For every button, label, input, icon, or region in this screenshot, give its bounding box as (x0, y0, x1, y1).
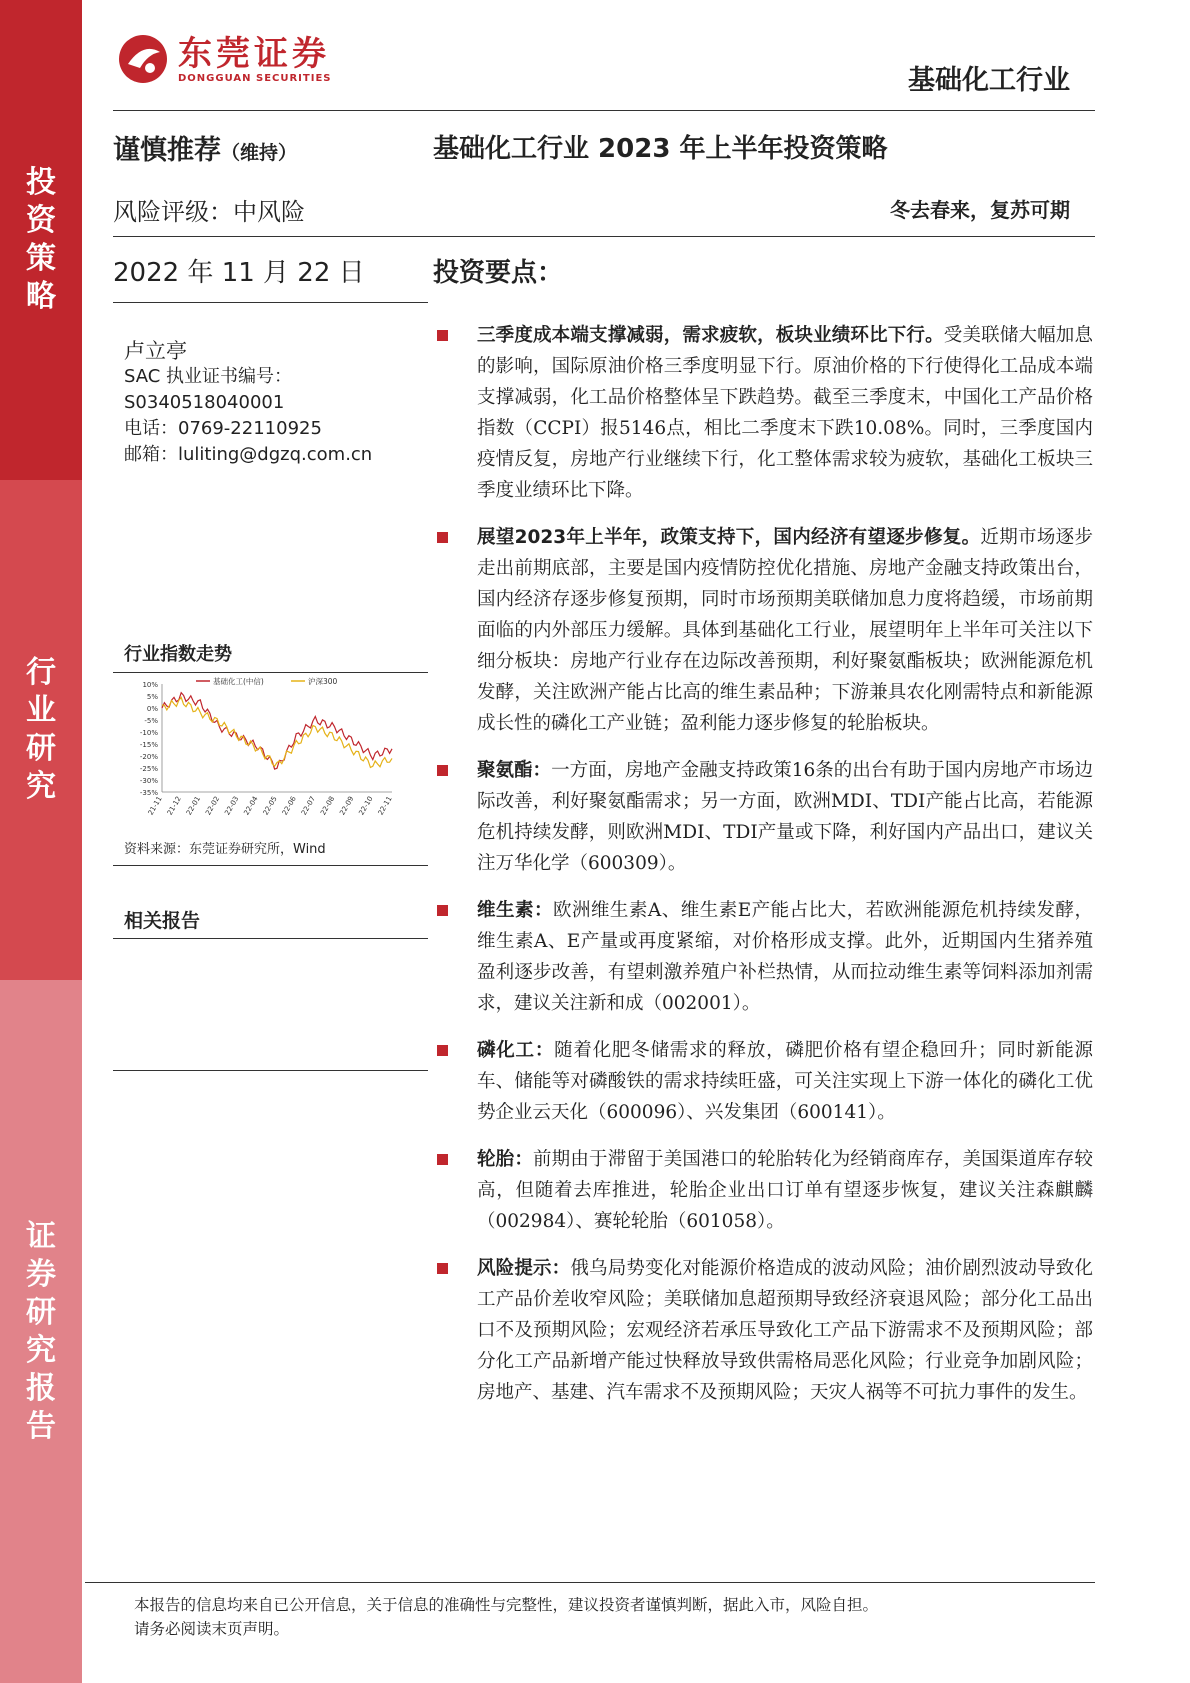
key-point-lead: 风险提示： (477, 1258, 571, 1279)
key-point-lead: 三季度成本端支撑减弱，需求疲软，板块业绩环比下行。 (477, 325, 944, 346)
sac-number: S0340518040001 (124, 392, 285, 413)
x-tick-label: 22-02 (204, 795, 222, 817)
band-char: 策 (26, 241, 56, 276)
industry-label: 基础化工行业 (908, 65, 1070, 96)
footer-divider (85, 1582, 1095, 1583)
key-point-text: 欧洲维生素A、维生素E产能占比大，若欧洲能源危机持续发酵，维生素A、E产量或再度紧缩，对价格形成支撑。此外，近期国内生猪养殖盈利逐步改善，有望刺激养殖户补栏热情，从而拉动维生素等饲料添加剂需求，建议关注新和成（002001）。 (477, 900, 1093, 1014)
footer-line: 请务必阅读末页声明。 (134, 1620, 290, 1638)
rating-value: 谨慎推荐 (113, 135, 221, 166)
x-tick-label: 21-12 (165, 795, 183, 817)
x-tick-label: 22-09 (338, 795, 356, 817)
industry-index-chart (124, 674, 424, 824)
legend-label: 沪深300 (308, 677, 338, 686)
bullet-square-icon (437, 1154, 448, 1165)
key-points-list (433, 320, 1093, 1424)
divider (113, 1070, 428, 1071)
bullet-square-icon (437, 330, 448, 341)
divider (113, 865, 428, 866)
y-tick-label: -30% (139, 777, 158, 785)
risk-rating: 风险评级：中风险 (113, 198, 305, 226)
band-char: 究 (26, 769, 56, 804)
bullet-square-icon (437, 765, 448, 776)
key-point (433, 1253, 1093, 1408)
key-point (433, 1144, 1093, 1237)
y-tick-label: 0% (146, 705, 158, 713)
y-tick-label: -20% (139, 753, 158, 761)
logo-mark-icon (118, 34, 168, 84)
key-point-text: 随着化肥冬储需求的释放，磷肥价格有望企稳回升；同时新能源车、储能等对磷酸铁的需求持续旺盛，可关注实现上下游一体化的磷化工优势企业云天化（600096）、兴发集团（600141）。 (477, 1040, 1093, 1123)
legend-label: 基础化工(中信) (213, 677, 264, 686)
author-info (124, 338, 372, 468)
x-tick-label: 22-08 (319, 795, 337, 817)
key-point-text: 近期市场逐步走出前期底部，主要是国内疫情防控优化措施、房地产金融支持政策出台，国内经济存逐步修复预期，同时市场预期美联储加息力度将趋缓，市场前期面临的内外部压力缓解。具体到基础化工行业，展望明年上半年可关注以下细分板块：房地产行业存在边际改善预期，利好聚氨酯板块；欧洲能源危机发酵，关注欧洲产能占比高的维生素品种；下游兼具农化刚需特点和新能源成长性的磷化工产业链；盈利能力逐步修复的轮胎板块。 (477, 527, 1093, 734)
divider (113, 672, 428, 673)
key-point-text: 俄乌局势变化对能源价格造成的波动风险；油价剧烈波动导致化工产品价差收窄风险；美联储加息超预期导致经济衰退风险；部分化工品出口不及预期风险；宏观经济若承压导致化工产品下游需求不及预期风险；部分化工产品新增产能过快释放导致供需格局恶化风险；行业竞争加剧风险；房地产、基建、汽车需求不及预期风险；天灾人祸等不可抗力事件的发生。 (477, 1258, 1093, 1403)
y-tick-label: -10% (139, 729, 158, 737)
x-tick-label: 22-01 (184, 795, 203, 817)
key-point (433, 522, 1093, 739)
band-char: 略 (26, 279, 56, 314)
divider (113, 302, 428, 303)
band-char: 研 (26, 731, 56, 766)
x-tick-label: 22-10 (357, 795, 375, 817)
footer-disclaimer (134, 1593, 878, 1641)
series-line (162, 697, 392, 767)
rating-note: （维持） (221, 142, 298, 164)
band-char: 资 (26, 203, 56, 238)
key-point-lead: 聚氨酯： (477, 760, 552, 781)
series-line (162, 693, 392, 769)
key-point-text: 一方面，房地产金融支持政策16条的出台有助于国内房地产市场边际改善，利好聚氨酯需求；另一方面，欧洲MDI、TDI产能占比高，若能源危机持续发酵，则欧洲MDI、TDI产量或下降，利好国内产品出口，建议关注万华化学（600309）。 (477, 760, 1093, 874)
key-point-lead: 磷化工： (477, 1040, 555, 1061)
key-points-title: 投资要点： (433, 258, 564, 288)
band-char: 告 (26, 1408, 56, 1444)
key-point (433, 755, 1093, 879)
y-tick-label: -5% (144, 717, 158, 725)
author-phone: 电话：0769-22110925 (124, 418, 322, 439)
band-section-report (0, 980, 82, 1683)
chart-source: 资料来源：东莞证券研究所，Wind (124, 842, 326, 857)
key-point-text: 受美联储大幅加息的影响，国际原油价格三季度明显下行。原油价格的下行使得化工品成本端支撑减弱，化工品价格整体呈下跌趋势。截至三季度末，中国化工产品价格指数（CCPI）报5146点，相比二季度末下跌10.08%。同时，三季度国内疫情反复，房地产行业继续下行，化工整体需求较为疲软，基础化工板块三季度业绩环比下降。 (477, 325, 1093, 501)
report-date: 2022 年 11 月 22 日 (113, 258, 365, 288)
band-char: 行 (26, 655, 56, 690)
bullet-square-icon (437, 905, 448, 916)
y-tick-label: -25% (139, 765, 158, 773)
band-section-industry (0, 480, 82, 980)
x-tick-label: 22-04 (242, 795, 260, 817)
band-char: 报 (26, 1370, 56, 1406)
key-point-lead: 维生素： (477, 900, 553, 921)
key-point-text: 前期由于滞留于美国港口的轮胎转化为经销商库存，美国渠道库存较高，但随着去库推进，轮胎企业出口订单有望逐步恢复，建议关注森麒麟（002984）、赛轮轮胎（601058）。 (477, 1149, 1093, 1232)
y-tick-label: 5% (146, 693, 158, 701)
x-tick-label: 22-07 (299, 795, 318, 817)
divider (113, 938, 428, 939)
band-char: 业 (26, 693, 56, 728)
page-title: 基础化工行业 2023 年上半年投资策略 (433, 134, 888, 164)
bullet-square-icon (437, 1045, 448, 1056)
key-point (433, 895, 1093, 1019)
author-email[interactable]: 邮箱：luliting@dgzq.com.cn (124, 444, 373, 465)
bullet-square-icon (437, 532, 448, 543)
footer-line: 本报告的信息均来自已公开信息，关于信息的准确性与完整性，建议投资者谨慎判断，据此入市，风险自担。 (134, 1596, 879, 1614)
header-divider (113, 110, 1095, 111)
logo-en: DONGGUAN SECURITIES (178, 72, 332, 84)
x-tick-label: 21-11 (146, 795, 164, 817)
page-subtitle: 冬去春来，复苏可期 (890, 198, 1070, 222)
key-point-lead: 轮胎： (477, 1149, 534, 1170)
x-tick-label: 22-05 (261, 795, 279, 817)
band-char: 究 (26, 1332, 56, 1368)
logo-cn: 东莞证券 (178, 33, 330, 74)
author-name: 卢立亭 (124, 339, 187, 363)
x-tick-label: 22-11 (376, 795, 394, 817)
y-tick-label: 10% (142, 681, 158, 689)
x-tick-label: 22-06 (280, 795, 298, 817)
key-point-lead: 展望2023年上半年，政策支持下，国内经济有望逐步修复。 (477, 527, 981, 548)
key-point (433, 1035, 1093, 1128)
divider (113, 236, 1095, 237)
sac-label: SAC 执业证书编号： (124, 366, 293, 387)
chart-title: 行业指数走势 (124, 644, 232, 665)
related-reports-title: 相关报告 (124, 910, 201, 932)
y-tick-label: -15% (139, 741, 158, 749)
band-section-strategy (0, 0, 82, 480)
company-logo (118, 34, 331, 84)
rating (113, 128, 297, 167)
x-tick-label: 22-03 (223, 795, 241, 817)
key-point (433, 320, 1093, 506)
band-char: 证 (26, 1218, 56, 1254)
band-char: 研 (26, 1294, 56, 1330)
bullet-square-icon (437, 1263, 448, 1274)
band-char: 投 (26, 165, 56, 200)
band-char: 券 (26, 1256, 56, 1292)
y-tick-label: -35% (139, 789, 158, 797)
